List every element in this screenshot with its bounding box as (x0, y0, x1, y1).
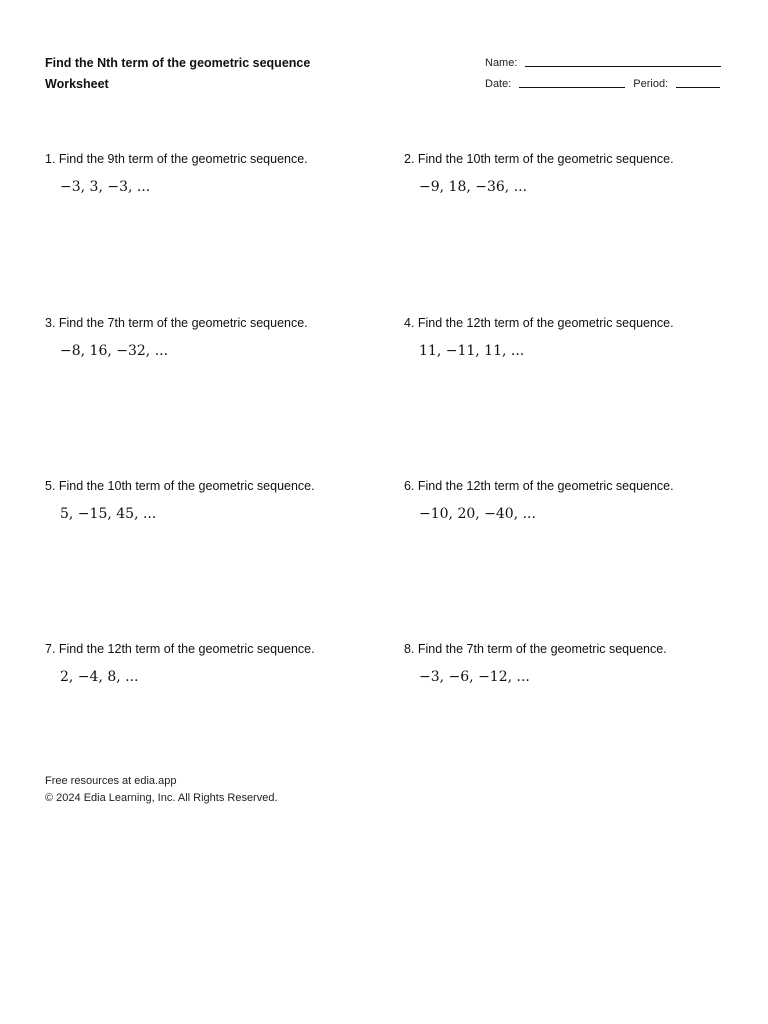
problem-sequence: −9, 18, −36, ... (419, 179, 528, 195)
problem-4 (404, 314, 749, 360)
problem-5 (45, 477, 390, 523)
footer (45, 773, 278, 807)
problem-prompt: 1. Find the 9th term of the geometric sequence. (45, 152, 308, 166)
problem-sequence: −3, 3, −3, ... (60, 179, 151, 195)
problem-sequence: −3, −6, −12, ... (419, 669, 530, 685)
problem-prompt: 8. Find the 7th term of the geometric sequence. (404, 642, 667, 656)
problem-3 (45, 314, 390, 360)
problem-sequence: 2, −4, 8, ... (60, 669, 139, 685)
period-field[interactable] (676, 77, 720, 88)
period-label: Period: (633, 78, 669, 90)
problem-6 (404, 477, 749, 523)
problem-1 (45, 150, 390, 196)
problem-sequence: 5, −15, 45, ... (60, 506, 157, 522)
problem-prompt: 2. Find the 10th term of the geometric sequence. (404, 152, 674, 166)
worksheet-title (45, 53, 365, 95)
date-period-row (485, 77, 725, 98)
footer-resources-link[interactable]: Free resources at edia.app (45, 775, 177, 787)
footer-copyright: © 2024 Edia Learning, Inc. All Rights Reserved. (45, 792, 278, 804)
problem-8 (404, 640, 749, 686)
problem-sequence: 11, −11, 11, ... (419, 343, 525, 359)
problem-prompt: 4. Find the 12th term of the geometric sequence. (404, 316, 674, 330)
name-field[interactable] (525, 56, 721, 67)
date-label: Date: (485, 78, 512, 90)
title-line-2: Worksheet (45, 77, 109, 91)
problem-prompt: 5. Find the 10th term of the geometric sequence. (45, 479, 315, 493)
date-field[interactable] (519, 77, 625, 88)
problem-prompt: 7. Find the 12th term of the geometric sequence. (45, 642, 315, 656)
student-info-fields (485, 56, 725, 98)
problem-7 (45, 640, 390, 686)
problem-2 (404, 150, 749, 196)
name-label: Name: (485, 57, 518, 69)
problem-prompt: 6. Find the 12th term of the geometric sequence. (404, 479, 674, 493)
problem-prompt: 3. Find the 7th term of the geometric sequence. (45, 316, 308, 330)
title-line-1: Find the Nth term of the geometric sequence (45, 56, 311, 70)
name-row (485, 56, 725, 77)
problem-sequence: −8, 16, −32, ... (60, 343, 169, 359)
problem-sequence: −10, 20, −40, ... (419, 506, 536, 522)
